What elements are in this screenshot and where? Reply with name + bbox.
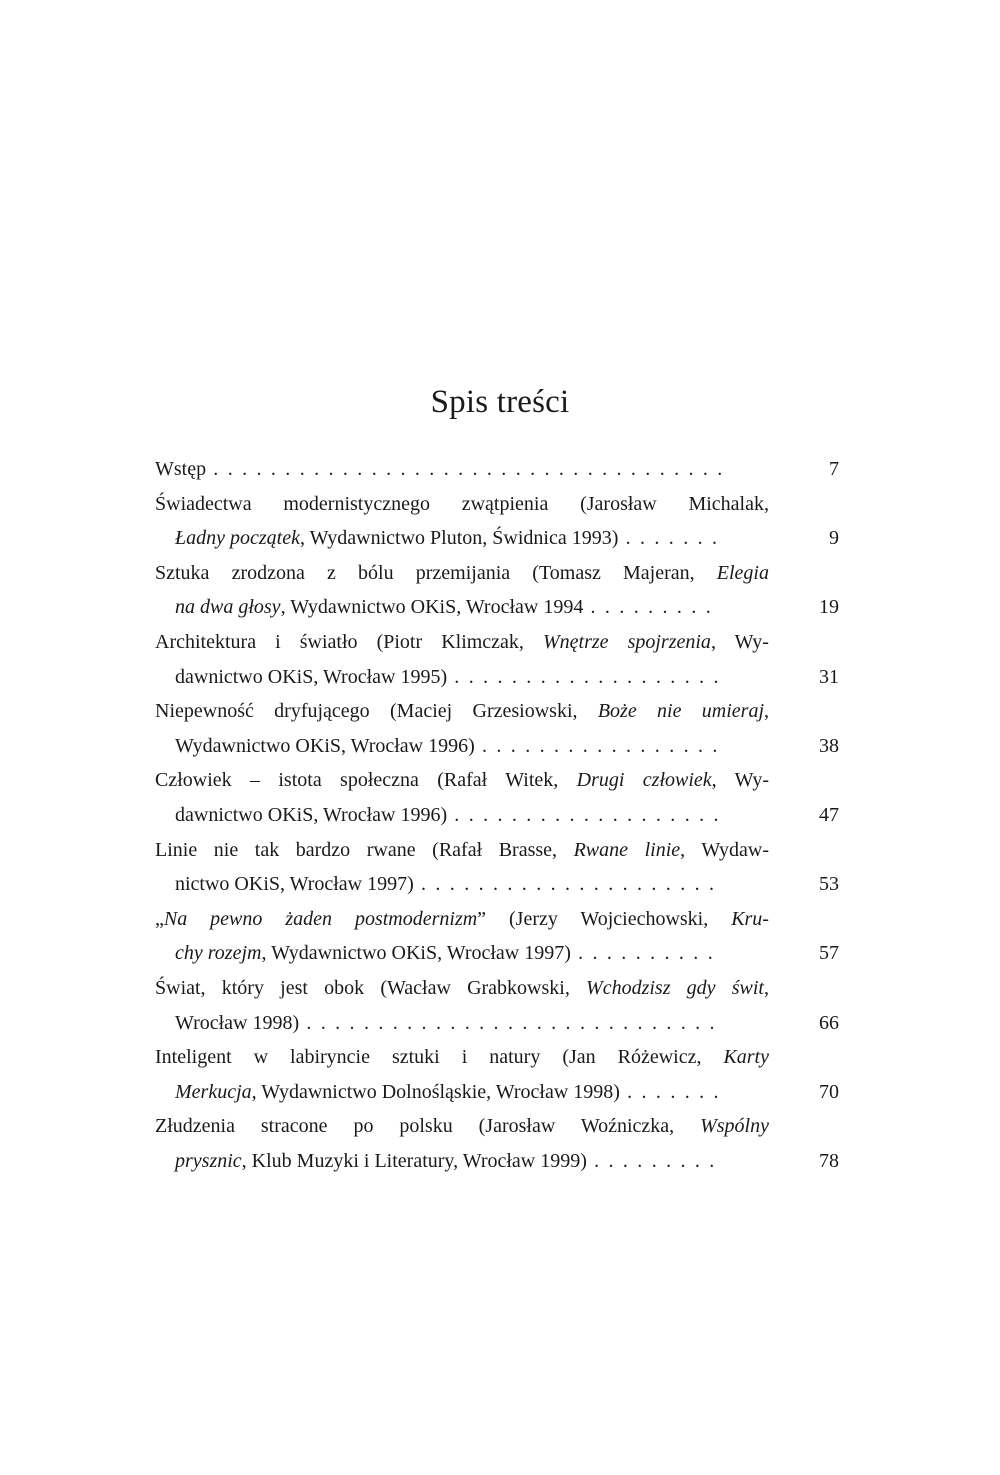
toc-entry-line: [155, 1040, 839, 1075]
toc-entry-text-part: , Wydaw-: [680, 838, 769, 861]
toc-entry-italic-title: Karty: [723, 1046, 769, 1069]
toc-entry-line: [155, 1109, 839, 1144]
toc-page-number: 66: [773, 1006, 839, 1041]
toc-entry-italic-title: Drugi człowiek: [576, 769, 712, 792]
leader-mask: [721, 1144, 779, 1179]
toc-entry-line: [155, 763, 839, 798]
toc-entry-text-part: Człowiek – istota społeczna (Rafał Witek,: [155, 769, 577, 792]
toc-entry-last-line: [155, 521, 839, 556]
toc-entry-text-part: Inteligent w labiryncie sztuki i natury (Jan Różewicz,: [155, 1046, 724, 1069]
toc-page-number: 47: [773, 798, 839, 833]
toc-entry-text-part: ,: [764, 700, 769, 723]
toc-entry-text-part: , Wydawnictwo OKiS, Wrocław 1997): [261, 942, 571, 965]
toc-entry-italic-title: na dwa głosy: [175, 596, 281, 619]
toc-entry: [155, 452, 839, 487]
toc-entry-last-line: [155, 729, 839, 764]
toc-page-number: 53: [773, 867, 839, 902]
leader-mask: [721, 452, 779, 487]
toc-entry-text-part: , Wy-: [711, 769, 769, 792]
toc-entry-italic-title: prysznic: [175, 1149, 242, 1172]
toc-entry: [155, 971, 839, 1040]
toc-page-number: 38: [773, 729, 839, 764]
toc-entry-text-part: , Wydawnictwo Pluton, Świdnica 1993): [299, 527, 619, 550]
leader-mask: [721, 729, 779, 764]
toc-entry: [155, 902, 839, 971]
toc-entry-text: [155, 562, 769, 584]
toc-entry-text-part: „: [155, 907, 164, 930]
toc-entry-text-part: Wstęp: [155, 458, 207, 480]
page-title: Spis treści: [430, 384, 570, 420]
toc-entry-text: [155, 908, 769, 930]
toc-entry-line: [155, 625, 839, 660]
toc-entry-last-line: [155, 1006, 839, 1041]
toc-entry-line: [155, 694, 839, 729]
leader-mask: [721, 521, 779, 556]
toc-entry: [155, 763, 839, 832]
toc-entry-text-part: Architektura i światło (Piotr Klimczak,: [155, 630, 543, 653]
toc-entry-text-part: Linie nie tak bardzo rwane (Rafał Brasse,: [155, 838, 574, 861]
toc-entry-text: [155, 1115, 769, 1137]
toc-entry: [155, 833, 839, 902]
toc-entry-text-part: nictwo OKiS, Wrocław 1997): [175, 873, 414, 896]
table-of-contents: [155, 452, 839, 1178]
toc-entry-text-part: Świadectwa modernistycznego zwątpienia (Jarosław Michalak,: [155, 492, 769, 515]
toc-entry: [155, 1040, 839, 1109]
toc-entry-text-part: dawnictwo OKiS, Wrocław 1996): [175, 803, 448, 826]
toc-entry-italic-title: Na pewno żaden postmodernizm: [163, 907, 478, 930]
toc-entry-italic-title: Ładny początek: [175, 527, 300, 550]
toc-page-number: 19: [773, 590, 839, 625]
toc-page-number: 7: [773, 452, 839, 487]
toc-page-number: 57: [773, 936, 839, 971]
toc-entry-text-part: , Wy-: [710, 630, 769, 653]
toc-entry-text: [155, 977, 769, 999]
toc-entry: [155, 1109, 839, 1178]
toc-entry-italic-title: Wchodzisz gdy świt: [586, 976, 764, 999]
toc-entry-text-part: , Wydawnictwo OKiS, Wrocław 1994: [280, 596, 584, 619]
toc-entry-text-part: Wrocław 1998): [175, 1011, 300, 1034]
toc-entry: [155, 556, 839, 625]
toc-entry-text: [155, 1046, 769, 1068]
toc-entry-line: [155, 971, 839, 1006]
toc-entry-italic-title: Elegia: [716, 561, 769, 584]
toc-entry-italic-title: Merkucja: [175, 1080, 252, 1103]
toc-entry-text-part: Niepewność dryfującego (Maciej Grzesiowski,: [155, 700, 598, 723]
toc-entry-last-line: [155, 867, 839, 902]
toc-entry-italic-title: chy rozejm: [175, 942, 262, 965]
toc-entry-line: [155, 556, 839, 591]
toc-entry: [155, 694, 839, 763]
leader-mask: [721, 798, 779, 833]
leader-mask: [721, 660, 779, 695]
toc-entry-text-part: Wydawnictwo OKiS, Wrocław 1996): [175, 734, 475, 757]
toc-entry-text-part: Świat, który jest obok (Wacław Grabkowski,: [155, 976, 587, 999]
toc-entry: [155, 625, 839, 694]
leader-mask: [721, 1006, 779, 1041]
toc-entry-text: [155, 631, 769, 653]
toc-entry-text: [155, 700, 769, 722]
toc-entry-text-part: ” (Jerzy Wojciechowski,: [477, 907, 732, 930]
toc-entry-last-line: [155, 660, 839, 695]
toc-entry-last-line: [155, 1075, 839, 1110]
toc-entry-text-part: dawnictwo OKiS, Wrocław 1995): [175, 665, 448, 688]
toc-entry-text-part: , Klub Muzyki i Literatury, Wrocław 1999): [241, 1149, 587, 1172]
toc-entry-last-line: [155, 1144, 839, 1179]
leader-mask: [721, 590, 779, 625]
toc-entry-last-line: [155, 798, 839, 833]
leader-mask: [721, 1075, 779, 1110]
toc-entry-text: [155, 493, 769, 515]
toc-entry-italic-title: Wspólny: [700, 1115, 769, 1138]
toc-entry-text: [155, 839, 769, 861]
toc-entry-last-line: [155, 936, 839, 971]
toc-entry-text-part: ,: [764, 976, 769, 999]
leader-mask: [721, 936, 779, 971]
toc-entry-italic-title: Rwane linie: [573, 838, 681, 861]
toc-entry-italic-title: Kru-: [731, 907, 769, 930]
toc-entry-line: [155, 902, 839, 937]
toc-page-number: 78: [773, 1144, 839, 1179]
toc-page-number: 70: [773, 1075, 839, 1110]
toc-entry-text-part: Złudzenia stracone po polsku (Jarosław Woźniczka,: [155, 1115, 701, 1138]
toc-entry-last-line: [155, 452, 839, 487]
toc-entry-text: [155, 769, 769, 791]
toc-entry-italic-title: Wnętrze spojrzenia: [543, 630, 711, 653]
toc-entry-last-line: [155, 590, 839, 625]
toc-entry-italic-title: Boże nie umieraj: [597, 700, 764, 723]
toc-entry-line: [155, 487, 839, 522]
toc-page-number: 9: [773, 521, 839, 556]
toc-page-number: 31: [773, 660, 839, 695]
toc-entry-line: [155, 833, 839, 868]
toc-entry-text-part: , Wydawnictwo Dolnośląskie, Wrocław 1998): [251, 1080, 620, 1103]
toc-entry: [155, 487, 839, 556]
leader-mask: [721, 867, 779, 902]
toc-entry-text-part: Sztuka zrodzona z bólu przemijania (Tomasz Majeran,: [155, 561, 717, 584]
